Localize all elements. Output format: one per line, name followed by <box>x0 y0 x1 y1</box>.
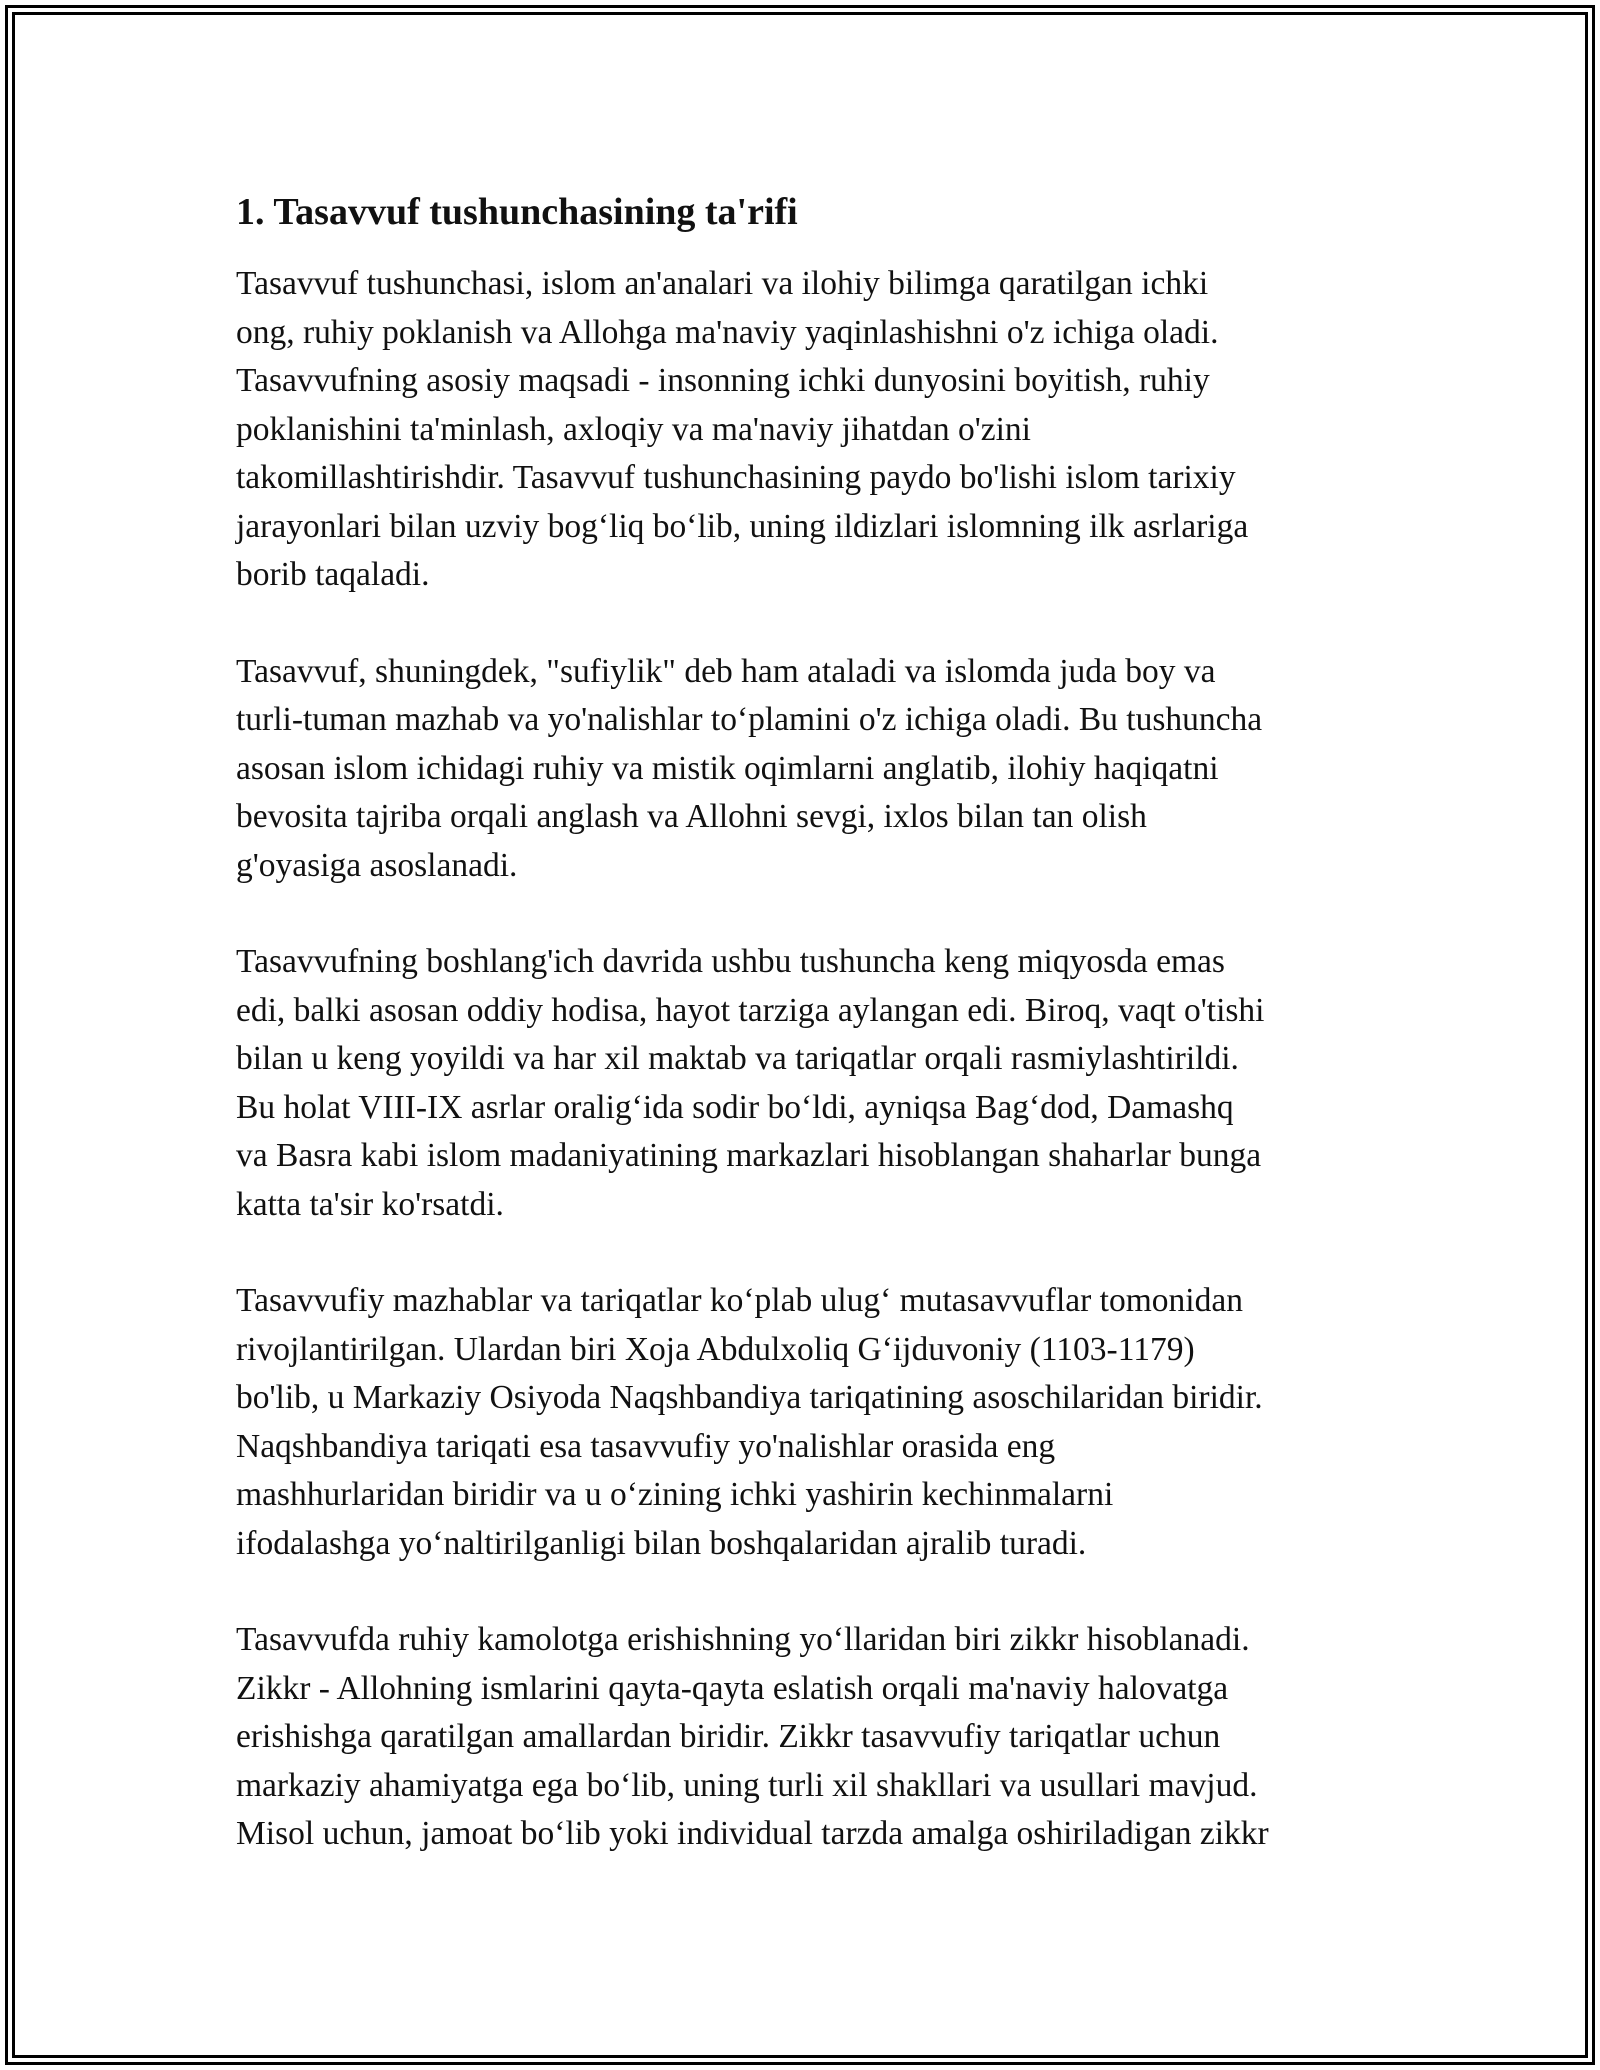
text-line: turli-tuman mazhab va yo'nalishlar to‘plamini o'z ichiga oladi. Bu tushuncha <box>236 701 1263 738</box>
text-line: bo'lib, u Markaziy Osiyoda Naqshbandiya tariqatining asoschilaridan biridir. <box>236 1379 1263 1416</box>
text-line: ong, ruhiy poklanish va Allohga ma'naviy yaqinlashishni o'z ichiga oladi. <box>236 313 1219 351</box>
text-line: ifodalashga yo‘naltirilganligi bilan boshqalaridan ajralib turadi. <box>236 1524 1087 1562</box>
text-line: Tasavvuf tushunchasi, islom an'analari va ilohiy bilimga qaratilgan ichki <box>236 265 1209 302</box>
paragraph-5 <box>236 1616 1376 1859</box>
text-line: Misol uchun, jamoat bo‘lib yoki individual tarzda amalga oshiriladigan zikkr <box>236 1815 1269 1852</box>
text-line: Zikkr - Allohning ismlarini qayta-qayta eslatish orqali ma'naviy halovatga <box>236 1669 1229 1707</box>
text-line: Tasavvufda ruhiy kamolotga erishishning yo‘llaridan biri zikkr hisoblanadi. <box>236 1621 1250 1658</box>
text-line: asosan islom ichidagi ruhiy va mistik oqimlarni anglatib, ilohiy haqiqatni <box>236 749 1219 787</box>
text-line: bevosita tajriba orqali anglash va Allohni sevgi, ixlos bilan tan olish <box>236 798 1147 835</box>
text-line: rivojlantirilgan. Ulardan biri Xoja Abdulxoliq G‘ijduvoniy (1103-1179) <box>236 1330 1195 1368</box>
text-line: bilan u keng yoyildi va har xil maktab va tariqatlar orqali rasmiylashtirildi. <box>236 1040 1239 1077</box>
text-line: Tasavvuf, shuningdek, "sufiylik" deb ham ataladi va islomda juda boy va <box>236 652 1216 690</box>
text-line: jarayonlari bilan uzviy bog‘liq bo‘lib, uning ildizlari islomning ilk asrlariga <box>236 507 1249 545</box>
paragraph-2 <box>236 648 1376 891</box>
paragraph-3 <box>236 938 1376 1229</box>
text-line: poklanishini ta'minlash, axloqiy va ma'naviy jihatdan o'zini <box>236 410 1031 448</box>
text-line: takomillashtirishdir. Tasavvuf tushunchasining paydo bo'lishi islom tarixiy <box>236 459 1236 496</box>
document-body <box>236 184 1376 1907</box>
paragraph-1 <box>236 260 1376 600</box>
text-line: Tasavvufning boshlang'ich davrida ushbu tushuncha keng miqyosda emas <box>236 943 1225 980</box>
text-line: erishishga qaratilgan amallardan biridir. Zikkr tasavvufiy tariqatlar uchun <box>236 1718 1221 1755</box>
text-line: borib taqaladi. <box>236 556 430 593</box>
text-line: mashhurlaridan biridir va u o‘zining ichki yashirin kechinmalarni <box>236 1476 1114 1513</box>
text-line: katta ta'sir ko'rsatdi. <box>236 1185 504 1223</box>
text-line: Bu holat VIII-IX asrlar oralig‘ida sodir bo‘ldi, ayniqsa Bag‘dod, Damashq <box>236 1088 1234 1126</box>
text-line: Tasavvufning asosiy maqsadi - insonning ichki dunyosini boyitish, ruhiy <box>236 362 1210 399</box>
section-heading: 1. Tasavvuf tushunchasining ta'rifi <box>236 191 798 233</box>
text-line: edi, balki asosan oddiy hodisa, hayot tarziga aylangan edi. Biroq, vaqt o'tishi <box>236 991 1265 1029</box>
text-line: Tasavvufiy mazhablar va tariqatlar ko‘plab ulug‘ mutasavvuflar tomonidan <box>236 1282 1243 1319</box>
text-line: g'oyasiga asoslanadi. <box>236 846 518 884</box>
text-line: va Basra kabi islom madaniyatining markazlari hisoblangan shaharlar bunga <box>236 1137 1262 1174</box>
paragraph-4 <box>236 1277 1376 1568</box>
text-line: markaziy ahamiyatga ega bo‘lib, uning turli xil shakllari va usullari mavjud. <box>236 1766 1258 1804</box>
text-line: Naqshbandiya tariqati esa tasavvufiy yo'nalishlar orasida eng <box>236 1427 1056 1465</box>
